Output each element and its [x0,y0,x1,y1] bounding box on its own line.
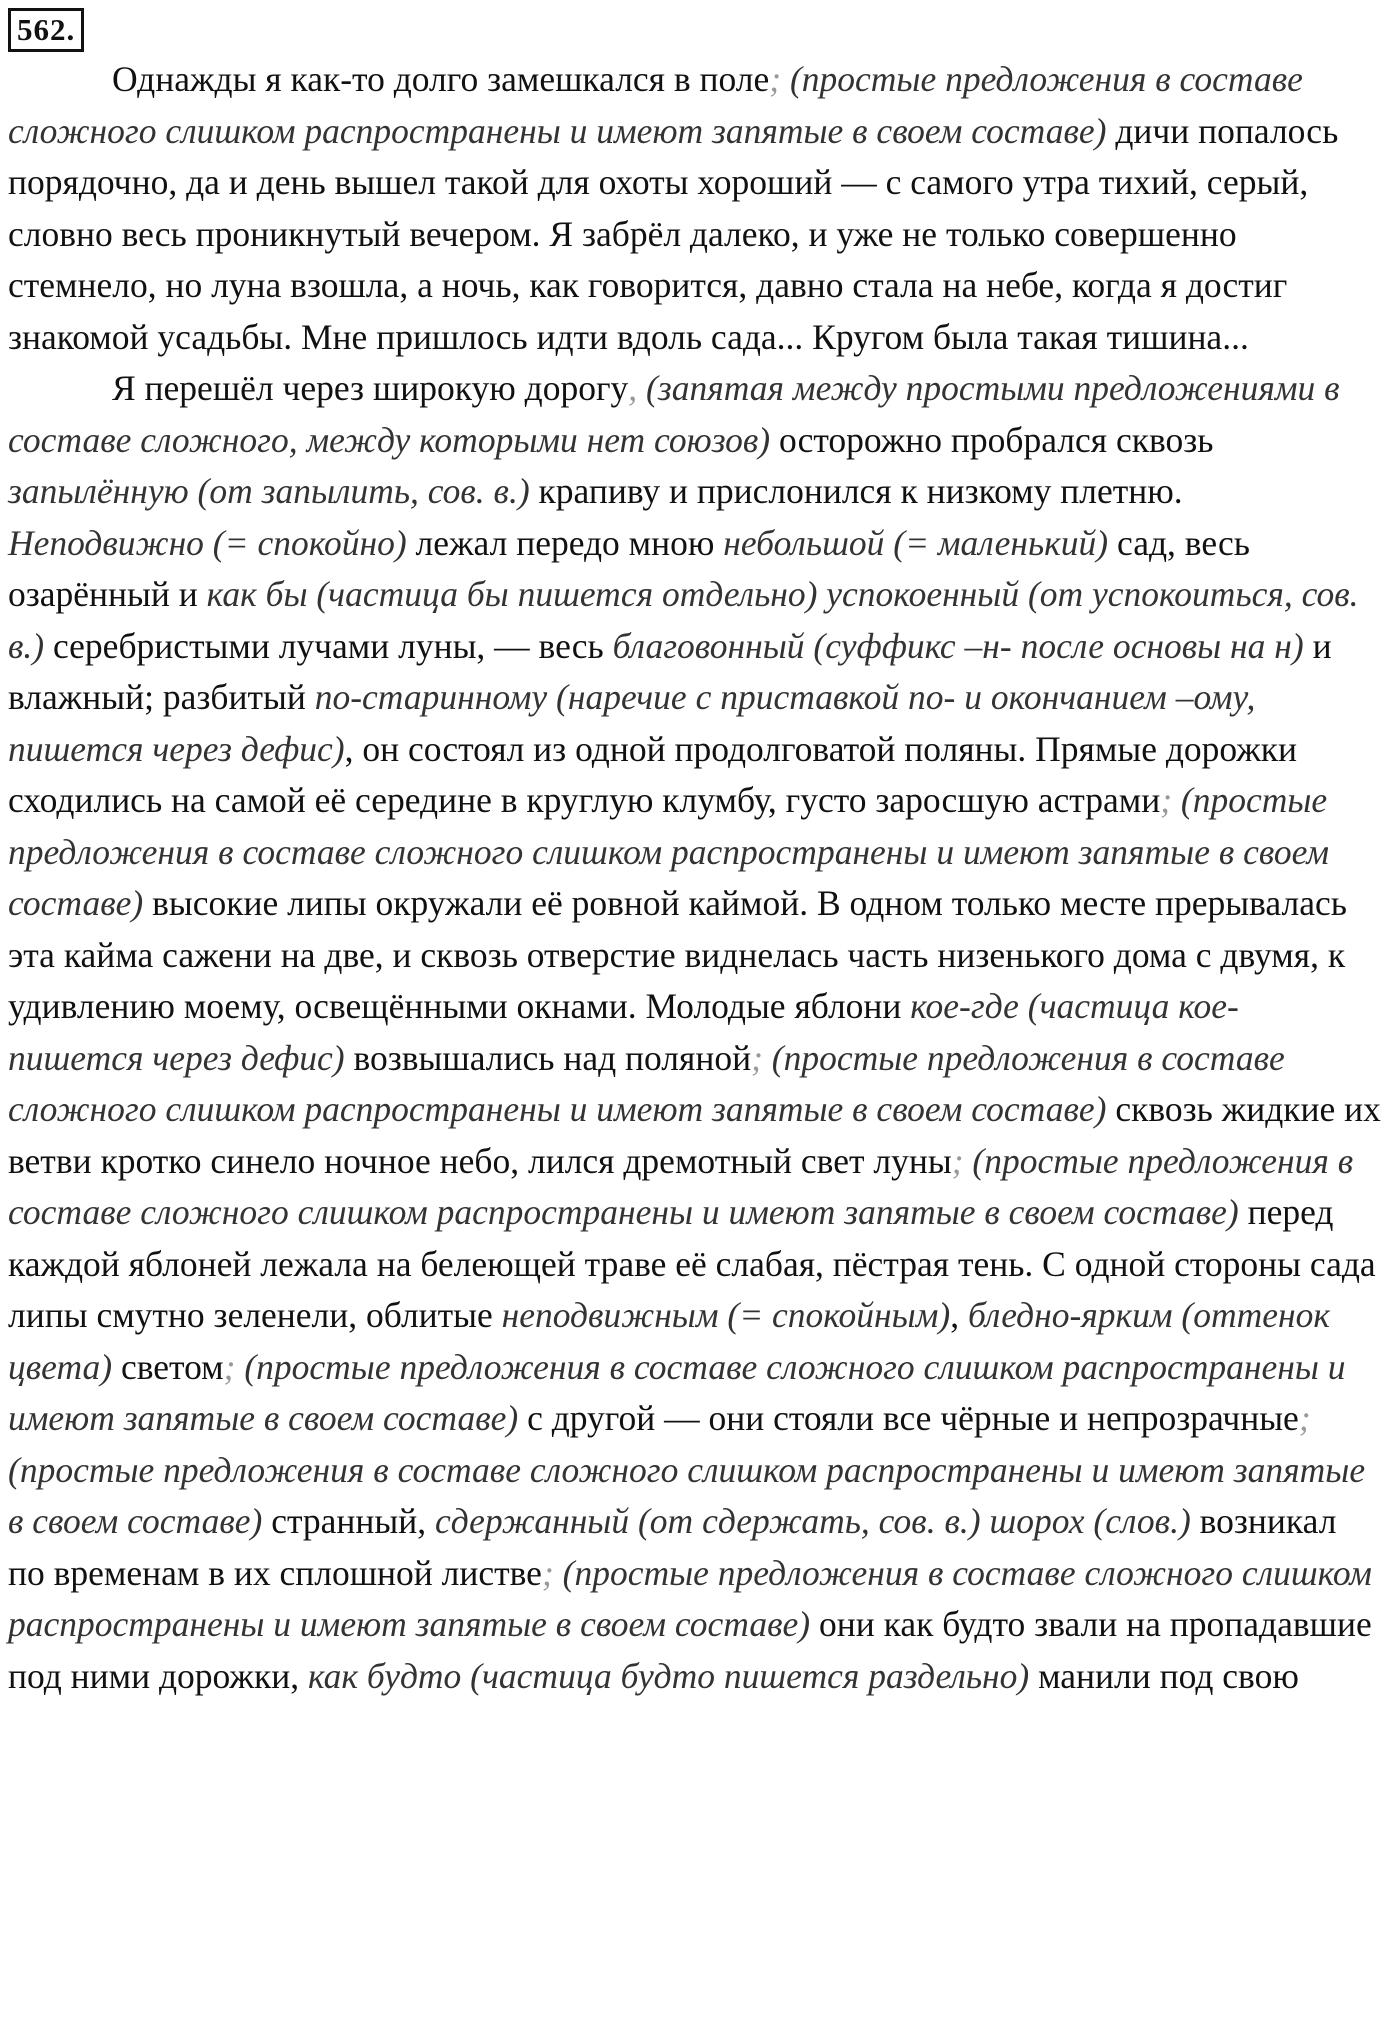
annotation: как бы (частица бы пишется отдельно) успокоенный (от успокоиться, сов. в.) [8,574,1359,666]
text-run: осторожно пробрался сквозь [770,419,1214,460]
text-run: , [950,1295,968,1335]
text-run: возникал по временам в их сплошной листве [8,1501,1337,1593]
text-run: крапиву и прислонился к низкому плетню. [529,471,1183,511]
text-run: Я перешёл через широкую дорогу [112,368,629,408]
annotation: (простые предложения в составе сложного слишком распространены и имеют запятые в своем составе) [8,780,1330,923]
text-run: сквозь жидкие их ветви кротко синело ночное небо, лился дремотный свет луны [8,1089,1381,1181]
annotation: как будто (частица будто пишется раздельно) [307,1655,1030,1696]
text-run [637,368,646,408]
annotation: бледно-ярким (оттенок цвета) [8,1295,1330,1387]
text-run: дичи попалось порядочно, да и день вышел такой для охоты хороший — с самого утра тихий, серый, словно весь проникнутый вечером. Я забрёл далеко, и уже не только совершенно стемнело, но луна взошла, а ночь, как говорится, давно стала на небе, когда я достиг знакомой усадьбы. Мне пришлось идти вдоль сада... Кругом была такая тишина... [8,110,1339,357]
annotation: (простые предложения в составе сложного слишком распространены и имеют запятые в своем составе) [8,1449,1366,1541]
inserted-punctuation: ; [751,1037,763,1078]
annotation: (простые предложения в составе сложного слишком распространены и имеют запятые в своем составе) [8,1140,1354,1232]
inserted-punctuation: ; [1160,780,1173,820]
exercise-text [8,54,1382,1702]
annotation: неподвижным (= спокойным) [501,1295,951,1335]
text-run [235,1347,244,1387]
text-run: возвышались над поляной [344,1037,752,1078]
text-run: серебристыми лучами луны, — весь [44,625,613,666]
paragraph [8,54,1382,363]
exercise-number: 562. [8,8,84,52]
inserted-punctuation: , [628,368,638,408]
text-run: сад, весь озарённый и [8,522,1250,614]
text-run: и влажный; разбитый [8,625,1332,717]
annotation: небольшой (= маленький) [723,522,1109,563]
text-run: высокие липы окружали её ровной каймой. В одном только месте прерывалась эта кайма сажени на две, и сквозь отверстие виднелась часть низенького дома с двумя, к удивлению моему, освещёнными окнами. Молодые яблони [8,883,1347,1026]
annotation: (простые предложения в составе сложного слишком распространены и имеют запятые в своем составе) [8,59,1303,151]
inserted-punctuation: ; [541,1552,554,1593]
text-run [781,59,790,99]
text-run: лежал передо мною [406,522,724,563]
text-run: они как будто звали на пропадавшие под ними дорожки, [8,1604,1372,1696]
annotation: благовонный (суффикс –н- после основы на н) [612,625,1304,666]
annotation: по-старинному (наречие с приставкой по- и окончанием –ому, пишется через дефис) [8,677,1256,769]
text-run [763,1038,772,1078]
annotation: кое-где (частица кое- пишется через дефис) [8,986,1239,1078]
text-run: , он состоял из одной продолговатой поляны. Прямые дорожки сходились на самой её середине в круглую клумбу, густо заросшую астрами [8,728,1298,820]
inserted-punctuation: ; [951,1140,964,1181]
annotation: (простые предложения в составе сложного слишком распространены и имеют запятые в своем составе) [8,1346,1346,1438]
text-run [554,1553,563,1593]
paragraph [8,363,1382,1702]
annotation: (простые предложения в составе сложного слишком распространены и имеют запятые в своем составе) [8,1552,1372,1644]
text-run: Однажды я как-то долго замешкался в поле [112,59,770,99]
annotation: запылённую (от запылить, сов. в.) [8,471,530,511]
inserted-punctuation: ; [1298,1398,1311,1438]
inserted-punctuation: ; [223,1346,236,1387]
annotation: сдержанный (от сдержать, сов. в.) шорох (слов.) [435,1501,1191,1541]
annotation: Неподвижно (= спокойно) [8,522,407,563]
text-run: с другой — они стояли все чёрные и непрозрачные [518,1398,1299,1438]
text-run [1172,780,1181,820]
inserted-punctuation: ; [769,59,782,99]
annotation: (простые предложения в составе сложного слишком распространены и имеют запятые в своем составе) [8,1037,1285,1129]
annotation: (запятая между простыми предложениями в составе сложного, между которыми нет союзов) [8,368,1340,460]
text-run: перед каждой яблоней лежала на белеющей траве её слабая, пёстрая тень. С одной стороны сада липы смутно зеленели, облитые [8,1192,1376,1335]
text-run: манили под свою [1029,1655,1299,1696]
text-run: светом [112,1346,224,1387]
text-run: странный, [262,1501,436,1541]
